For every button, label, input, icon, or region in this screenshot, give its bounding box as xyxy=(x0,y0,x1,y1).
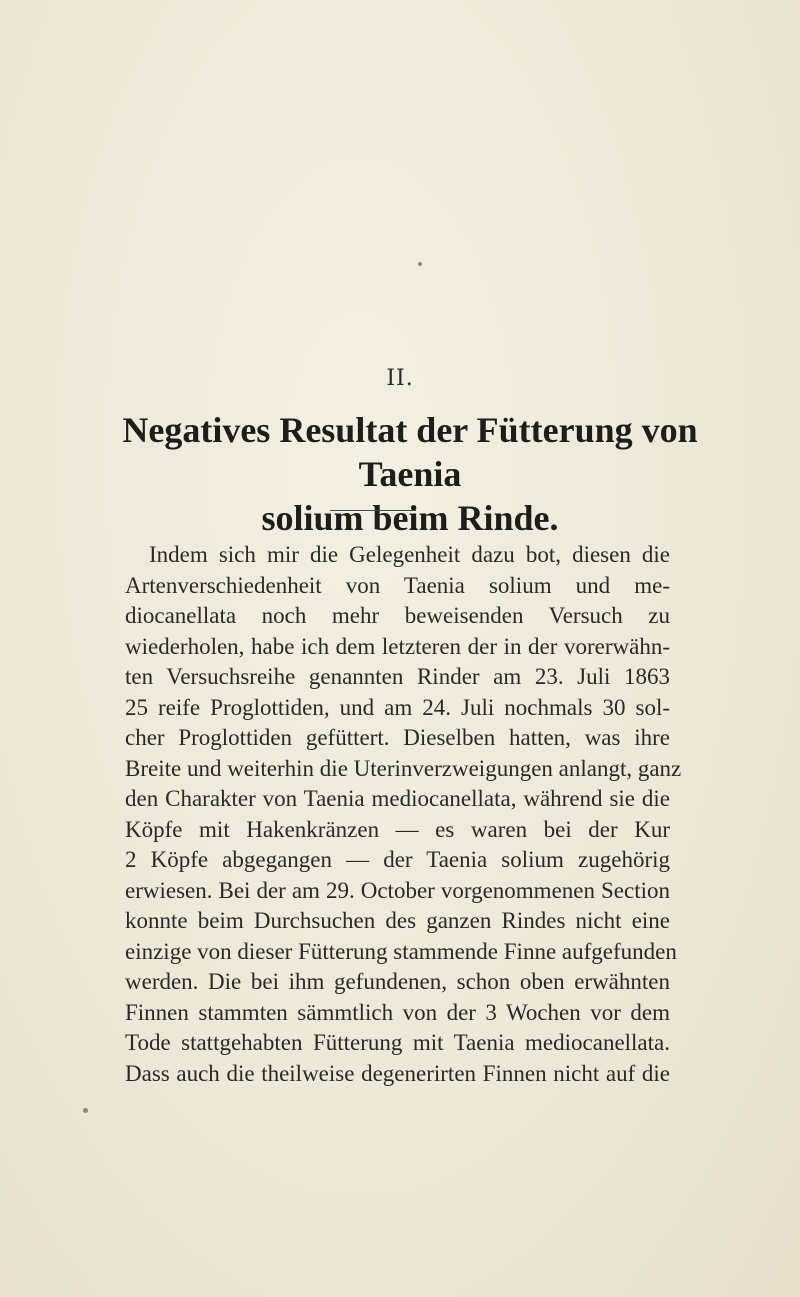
text-line: Indem sich mir die Gelegenheit dazu bot, diesen die xyxy=(149,542,670,567)
paper-speck xyxy=(83,1108,88,1113)
text-line: den Charakter von Taenia mediocanellata, während sie die xyxy=(125,786,670,811)
text-line: 25 reife Proglottiden, und am 24. Juli nochmals 30 sol- xyxy=(125,694,670,720)
text-line: Breite und weiterhin die Uterinverzweigungen anlangt, ganz xyxy=(125,755,682,781)
body-paragraph xyxy=(125,540,682,1089)
text-line: Finnen stammten sämmtlich von der 3 Wochen vor dem xyxy=(125,999,670,1025)
text-line: ten Versuchsreihe genannten Rinder am 23. Juli 1863 xyxy=(125,664,670,689)
paper-speck xyxy=(418,262,422,266)
chapter-title xyxy=(90,408,730,540)
text-line: einzige von dieser Fütterung stammende Finne aufgefunden xyxy=(125,938,677,964)
text-line: Dass auch die theilweise degenerirten Finnen nicht auf die xyxy=(125,1060,670,1086)
text-line: Köpfe mit Hakenkränzen — es waren bei der Kur xyxy=(125,816,670,842)
text-line: Tode stattgehabten Fütterung mit Taenia mediocanellata. xyxy=(125,1030,670,1055)
text-line: konnte beim Durchsuchen des ganzen Rindes nicht eine xyxy=(125,908,670,933)
text-line: erwiesen. Bei der am 29. October vorgenommenen Section xyxy=(125,877,670,903)
text-line: cher Proglottiden gefüttert. Dieselben hatten, was ihre xyxy=(125,725,670,750)
text-line: 2 Köpfe abgegangen — der Taenia solium zugehörig xyxy=(125,847,670,872)
title-divider xyxy=(330,510,416,511)
text-line: diocanellata noch mehr beweisenden Versuch zu xyxy=(125,603,670,628)
text-line: Artenverschiedenheit von Taenia solium und me- xyxy=(125,572,670,598)
title-line: Negatives Resultat der Fütterung von Taenia xyxy=(122,410,698,494)
title-line: solium beim Rinde. xyxy=(261,498,559,538)
text-line: wiederholen, habe ich dem letzteren der in der vorerwähn- xyxy=(125,633,670,659)
text-line: werden. Die bei ihm gefundenen, schon oben erwähnten xyxy=(125,969,670,994)
section-number: II. xyxy=(386,366,414,391)
